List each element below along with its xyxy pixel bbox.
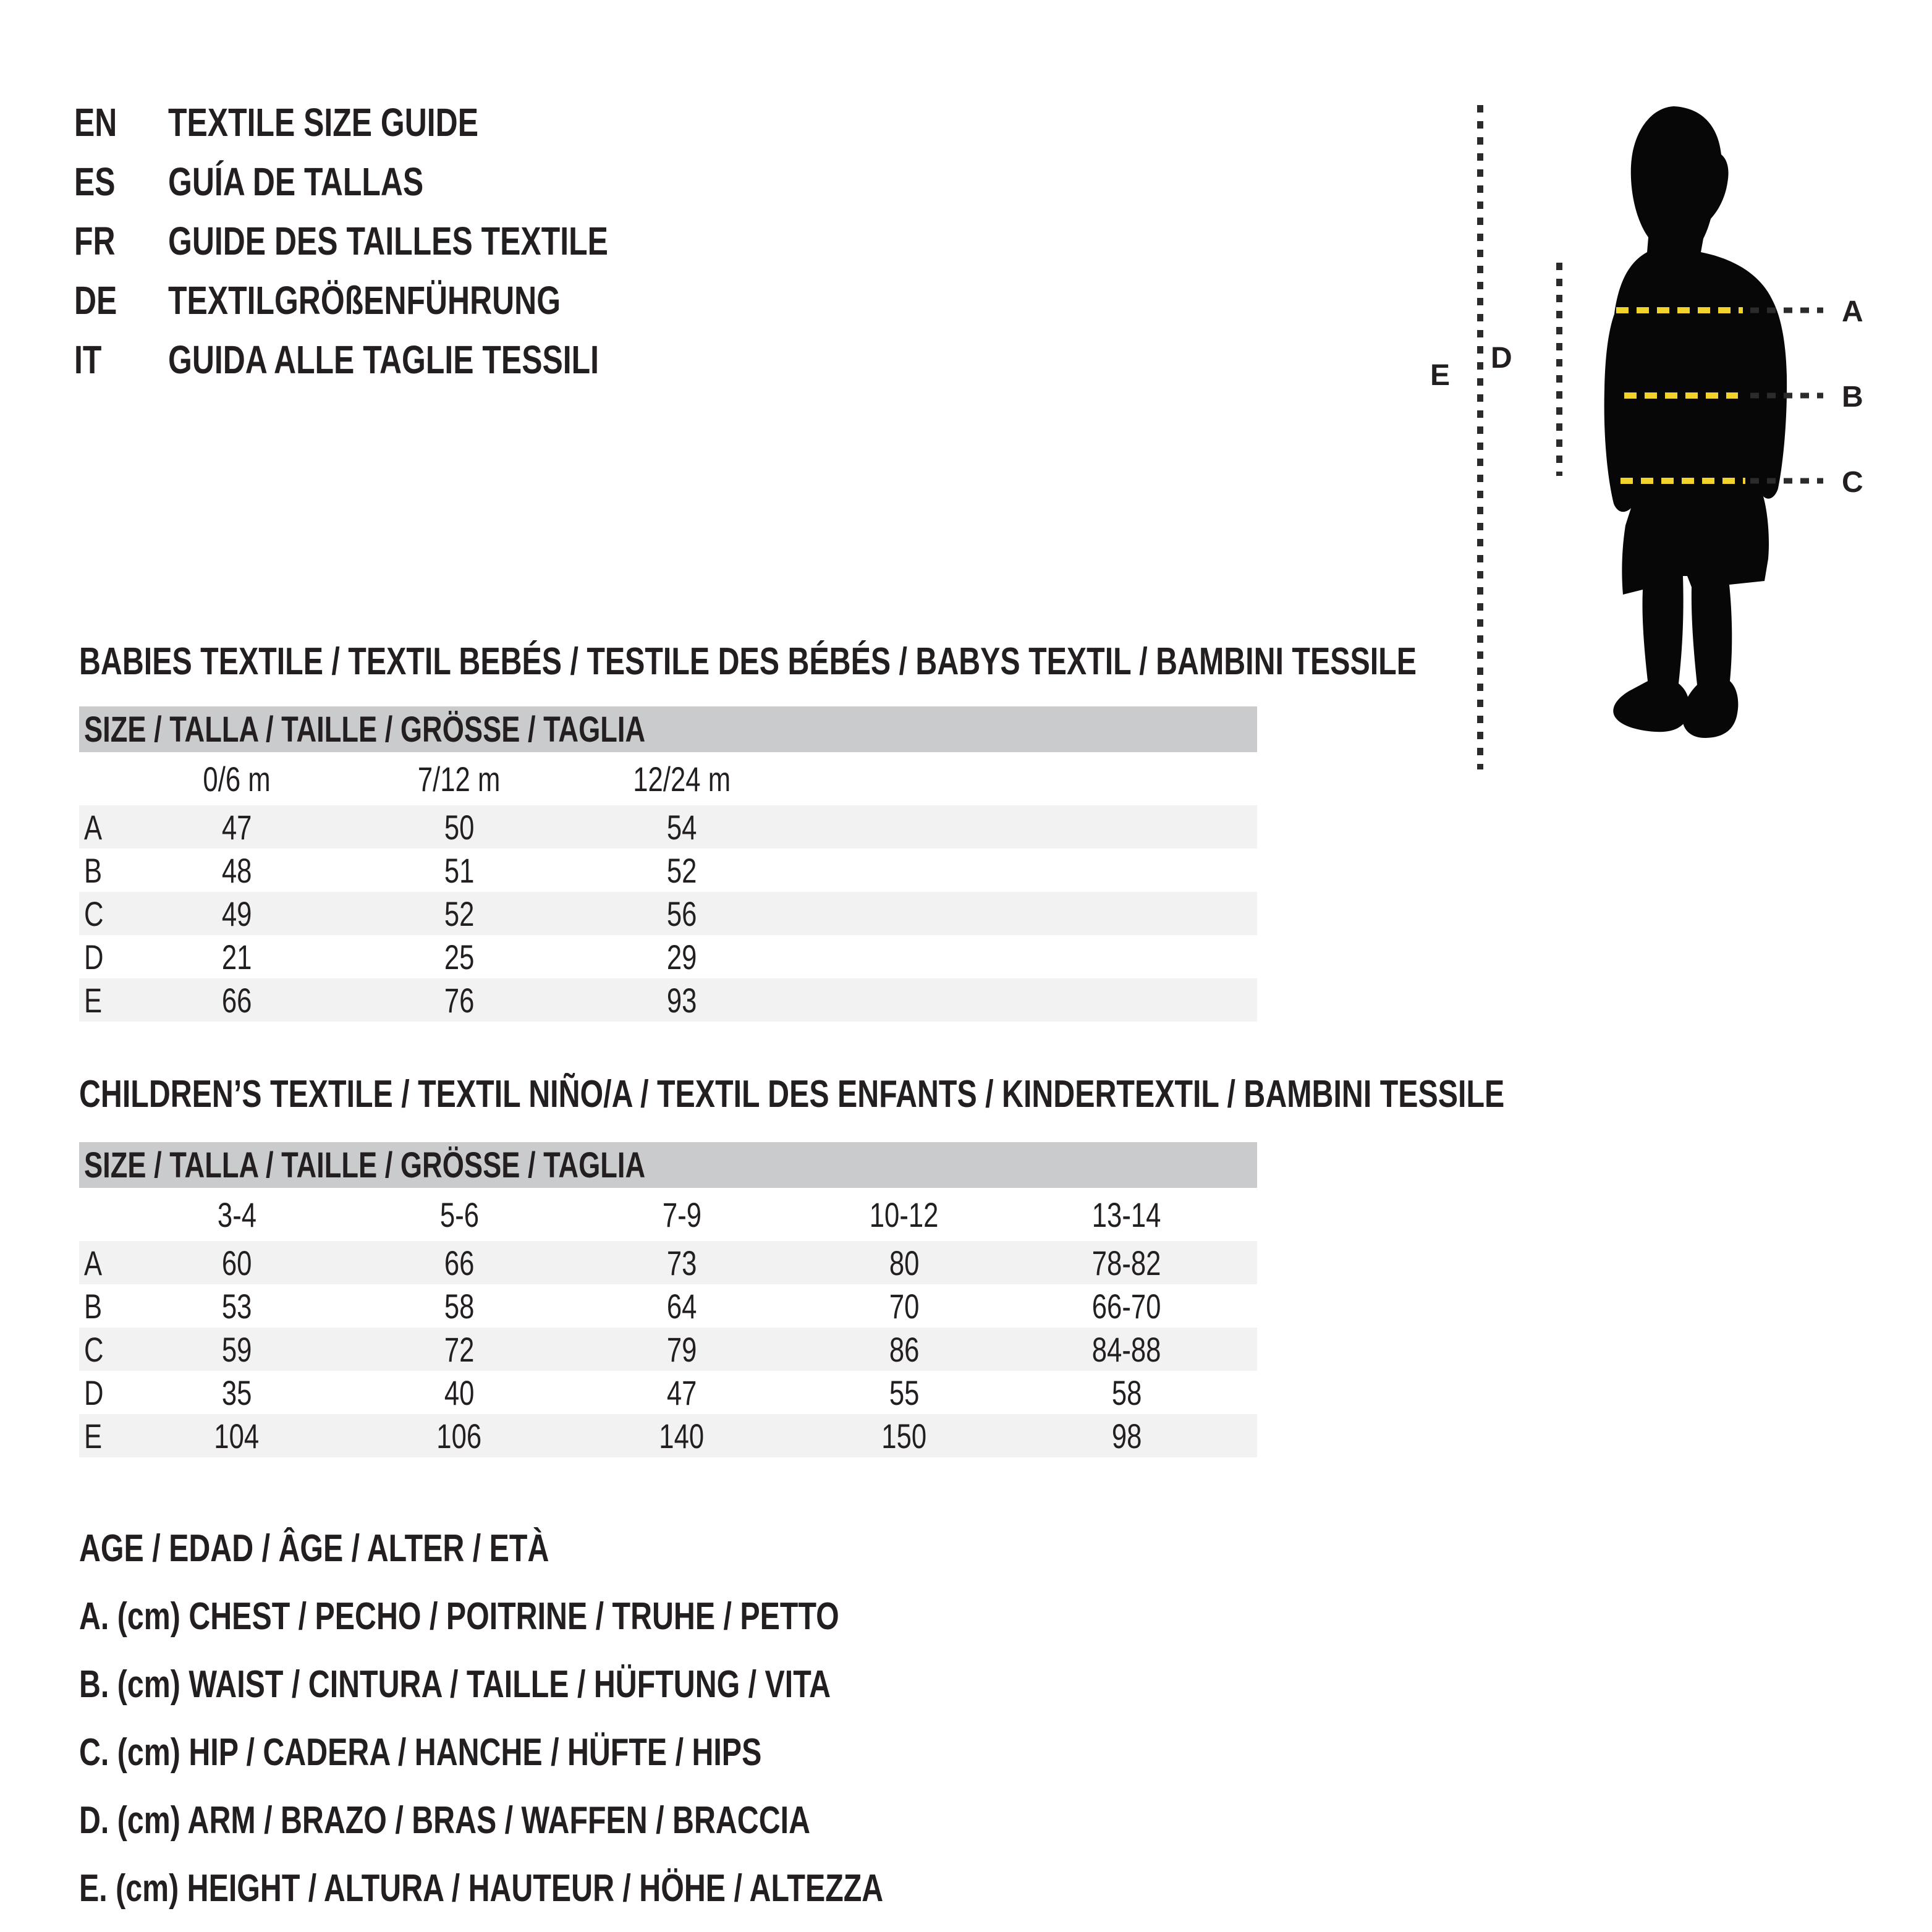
column-header: 10-12 [870, 1195, 939, 1234]
column-header: 12/24 m [633, 759, 731, 799]
table-cell: 70 [889, 1286, 920, 1326]
lang-code: ES [74, 159, 116, 204]
table-cell: 79 [666, 1329, 697, 1369]
table-cell: 86 [889, 1329, 920, 1369]
column-header: 3-4 [217, 1195, 256, 1234]
lang-title: TEXTILGRÖßENFÜHRUNG [168, 278, 561, 323]
table-row-b [79, 1284, 1257, 1328]
lang-title: GUIDA ALLE TAGLIE TESSILI [168, 337, 600, 382]
table-row-c [79, 892, 1257, 935]
table-cell: 78-82 [1092, 1243, 1161, 1282]
column-header: 13-14 [1092, 1195, 1161, 1234]
lang-title: TEXTILE SIZE GUIDE [168, 100, 479, 145]
table-row-a [79, 805, 1257, 849]
row-label: E [84, 1416, 103, 1455]
table-cell: 52 [444, 894, 475, 933]
table-cell: 104 [214, 1416, 260, 1455]
table-row-d [79, 935, 1257, 978]
legend-line-age: AGE / EDAD / ÂGE / ALTER / ETÀ [79, 1527, 549, 1570]
table-cell: 52 [666, 850, 697, 890]
children-size-header-bar: SIZE / TALLA / TAILLE / GRÖSSE / TAGLIA [79, 1142, 1257, 1188]
measurement-legend [79, 1514, 1110, 1922]
lang-row-en [74, 93, 732, 152]
table-cell: 150 [881, 1416, 927, 1455]
table-cell: 58 [1111, 1373, 1142, 1412]
table-cell: 51 [444, 850, 475, 890]
table-cell: 29 [666, 937, 697, 977]
row-label: C [84, 1329, 104, 1369]
table-cell: 21 [221, 937, 252, 977]
legend-line-hip: C. (cm) HIP / CADERA / HANCHE / HÜFTE / HIPS [79, 1731, 762, 1774]
table-cell: 140 [659, 1416, 705, 1455]
table-cell: 64 [666, 1286, 697, 1326]
row-label: D [84, 937, 104, 977]
figure-label-e: E [1430, 359, 1451, 392]
lang-title: GUIDE DES TAILLES TEXTILE [168, 219, 608, 263]
column-header: 7/12 m [418, 759, 501, 799]
table-cell: 56 [666, 894, 697, 933]
lang-row-de [74, 271, 732, 330]
table-cell: 40 [444, 1373, 475, 1412]
babies-size-header-bar: SIZE / TALLA / TAILLE / GRÖSSE / TAGLIA [79, 706, 1257, 752]
language-title-list [74, 93, 732, 389]
legend-line-waist: B. (cm) WAIST / CINTURA / TAILLE / HÜFTUNG / VITA [79, 1663, 831, 1706]
lang-code: IT [74, 337, 102, 382]
table-cell: 47 [221, 807, 252, 847]
table-cell: 60 [221, 1243, 252, 1282]
table-cell: 66-70 [1092, 1286, 1161, 1326]
legend-line-arm: D. (cm) ARM / BRAZO / BRAS / WAFFEN / BRACCIA [79, 1799, 811, 1842]
row-label: C [84, 894, 104, 933]
table-cell: 58 [444, 1286, 475, 1326]
figure-label-c: C [1842, 466, 1863, 499]
table-cell: 49 [221, 894, 252, 933]
figure-label-d: D [1491, 342, 1512, 375]
table-cell: 59 [221, 1329, 252, 1369]
row-label: B [84, 850, 103, 890]
table-cell: 35 [221, 1373, 252, 1412]
children-section-title: CHILDREN’S TEXTILE / TEXTIL NIÑO/A / TEXTIL DES ENFANTS / KINDERTEXTIL / BAMBINI TESSILE [79, 1072, 1505, 1116]
table-cell: 80 [889, 1243, 920, 1282]
table-cell: 98 [1111, 1416, 1142, 1455]
table-row-d [79, 1371, 1257, 1414]
row-label: A [84, 1243, 103, 1282]
table-cell: 84-88 [1092, 1329, 1161, 1369]
legend-line-height: E. (cm) HEIGHT / ALTURA / HAUTEUR / HÖHE / ALTEZZA [79, 1866, 884, 1910]
children-column-header-row [79, 1188, 1257, 1241]
lang-row-it [74, 330, 732, 389]
row-label: D [84, 1373, 104, 1412]
table-cell: 93 [666, 980, 697, 1020]
row-label: E [84, 980, 103, 1020]
table-row-e [79, 1414, 1257, 1457]
table-cell: 66 [221, 980, 252, 1020]
table-cell: 48 [221, 850, 252, 890]
babies-size-table [79, 706, 1257, 1022]
table-cell: 54 [666, 807, 697, 847]
children-size-table [79, 1142, 1257, 1457]
table-cell: 76 [444, 980, 475, 1020]
figure-label-a: A [1842, 295, 1863, 328]
babies-column-header-row [79, 752, 1257, 805]
lang-code: FR [74, 219, 116, 263]
table-cell: 55 [889, 1373, 920, 1412]
lang-row-es [74, 152, 732, 211]
table-row-c [79, 1328, 1257, 1371]
lang-title: GUÍA DE TALLAS [168, 159, 424, 204]
lang-row-fr [74, 211, 732, 271]
figure-label-b: B [1842, 381, 1863, 413]
lang-code: EN [74, 100, 117, 145]
lang-code: DE [74, 278, 117, 323]
babies-section-title: BABIES TEXTILE / TEXTIL BEBÉS / TESTILE DES BÉBÉS / BABYS TEXTIL / BAMBINI TESSILE [79, 640, 1417, 683]
table-row-b [79, 849, 1257, 892]
table-cell: 25 [444, 937, 475, 977]
row-label: B [84, 1286, 103, 1326]
table-row-a [79, 1241, 1257, 1284]
table-cell: 53 [221, 1286, 252, 1326]
column-header: 5-6 [439, 1195, 479, 1234]
column-header: 0/6 m [203, 759, 271, 799]
table-cell: 73 [666, 1243, 697, 1282]
table-cell: 66 [444, 1243, 475, 1282]
legend-line-chest: A. (cm) CHEST / PECHO / POITRINE / TRUHE / PETTO [79, 1595, 839, 1638]
row-label: A [84, 807, 103, 847]
table-cell: 72 [444, 1329, 475, 1369]
table-cell: 47 [666, 1373, 697, 1412]
table-cell: 50 [444, 807, 475, 847]
column-header: 7-9 [662, 1195, 701, 1234]
table-cell: 106 [436, 1416, 482, 1455]
table-row-e [79, 978, 1257, 1022]
